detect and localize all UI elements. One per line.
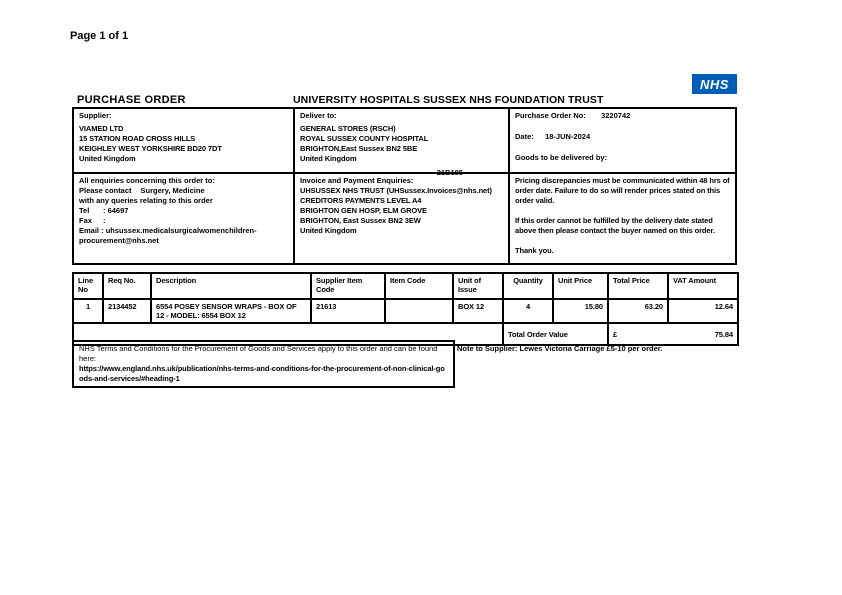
email-label: Email [79, 226, 100, 235]
contact-label: Please contact [79, 186, 132, 195]
col-header-vat-amount: VAT Amount [668, 273, 738, 299]
deliver-to-label: Deliver to: [300, 111, 337, 120]
pricing-discrepancy-paragraph: Pricing discrepancies must be communicated within 48 hrs of order date. Failure to do so will render prices stated on this order valid. [515, 176, 730, 205]
contact-department: Surgery, Medicine [140, 186, 205, 195]
thank-you-text: Thank you. [515, 246, 554, 255]
supplier-address-line-1: 15 STATION ROAD CROSS HILLS [79, 134, 196, 143]
col-header-total-price: Total Price [608, 273, 668, 299]
contact-note: with any queries relating to this order [79, 196, 213, 205]
order-enquiries-box [74, 174, 295, 263]
contact-line [79, 186, 288, 196]
currency-symbol: £ [613, 329, 618, 339]
invoice-enquiries-heading: Invoice and Payment Enquiries: [300, 176, 414, 185]
document-title: PURCHASE ORDER [77, 94, 186, 106]
terms-url: https://www.england.nhs.uk/publication/nhs-terms-and-conditions-for-the-procurement-of-non-clinical-goods-and-services/#heading-1 [79, 364, 445, 383]
email-value: uhsussex.medicalsurgicalwomenchildren-procurement@nhs.net [79, 226, 257, 245]
total-order-value-label: Total Order Value [503, 323, 608, 345]
po-number-line [515, 111, 730, 121]
supplier-label: Supplier: [79, 111, 112, 120]
page-number-label: Page 1 of 1 [70, 30, 129, 42]
trust-name-title: UNIVERSITY HOSPITALS SUSSEX NHS FOUNDATION TRUST [293, 94, 604, 106]
nhs-logo [692, 74, 737, 94]
goods-delivered-by-label: Goods to be delivered by: [515, 153, 608, 162]
supplier-name: VIAMED LTD [79, 124, 124, 133]
cell-unit-of-issue: BOX 12 [453, 299, 503, 323]
supplier-box [74, 109, 295, 172]
col-header-description: Description [151, 273, 311, 299]
invoice-address-line-2: BRIGHTON GEN HOSP, ELM GROVE [300, 206, 427, 215]
delivery-country: United Kingdom [300, 154, 357, 163]
delivery-address-line-2: BRIGHTON,East Sussex BN2 5BE [300, 144, 418, 153]
cell-line-no: 1 [73, 299, 103, 323]
email-line: Email : uhsussex.medicalsurgicalwomenchildren-procurement@nhs.net [79, 226, 257, 245]
invoice-address-line-3: BRIGHTON, East Sussex BN2 3EW [300, 216, 421, 225]
tel-value: 64697 [107, 206, 129, 215]
order-date-line [515, 132, 730, 142]
invoice-enquiries-box [295, 174, 510, 263]
terms-intro-text: NHS Terms and Conditions for the Procurement of Goods and Services apply to this order and can be found here: [79, 344, 438, 363]
total-order-value: 75.84 [714, 329, 733, 339]
address-row [74, 109, 735, 177]
supplier-address-line-2: KEIGHLEY WEST YORKSHIRE BD20 7DT [79, 144, 222, 153]
tel-line: Tel : 64697 [79, 206, 129, 215]
invoice-country: United Kingdom [300, 226, 357, 235]
delivery-site: GENERAL STORES (RSCH) [300, 124, 396, 133]
col-header-unit-of-issue: Unit of Issue [453, 273, 503, 299]
order-details-box [510, 109, 735, 172]
col-header-item-code: Item Code [385, 273, 453, 299]
col-header-supplier-item-code: Supplier Item Code [311, 273, 385, 299]
col-header-unit-price: Unit Price [553, 273, 608, 299]
order-date-label: Date: [515, 132, 534, 141]
unfulfilled-order-paragraph: If this order cannot be fulfilled by the delivery date stated above then please contact the buyer named on this order. [515, 216, 715, 235]
cell-quantity: 4 [503, 299, 553, 323]
total-order-value-cell [608, 323, 738, 345]
order-conditions-box [510, 174, 735, 263]
col-header-req-no: Req No. [103, 273, 151, 299]
invoice-address-line-1: CREDITORS PAYMENTS LEVEL A4 [300, 196, 422, 205]
cell-supplier-item-code: 21613 [311, 299, 385, 323]
cell-vat-amount: 12.64 [668, 299, 738, 323]
cell-item-code [385, 299, 453, 323]
cell-unit-price: 15.80 [553, 299, 608, 323]
note-to-supplier: Note to Supplier: Lewes Victoria Carriage £5-10 per order. [457, 344, 663, 353]
supplier-country: United Kingdom [79, 154, 136, 163]
line-items-table [72, 272, 739, 346]
order-date-value: 18-JUN-2024 [545, 132, 591, 141]
po-number-label: Purchase Order No: [515, 111, 586, 120]
terms-and-conditions-box [72, 340, 455, 388]
delivery-address-line-1: ROYAL SUSSEX COUNTY HOSPITAL [300, 134, 429, 143]
deliver-to-box [295, 109, 510, 177]
po-number-value: 3220742 [601, 111, 631, 120]
enquiries-row [74, 172, 735, 263]
order-info-grid [72, 107, 737, 265]
fax-line: Fax : [79, 216, 106, 225]
tel-label: Tel [79, 206, 90, 215]
table-header-row [73, 273, 738, 299]
cell-total-price: 63.20 [608, 299, 668, 323]
enquiries-heading: All enquiries concerning this order to: [79, 176, 215, 185]
invoice-trust-line: UHSUSSEX NHS TRUST (UHSussex.Invoices@nhs.net) [300, 186, 492, 195]
col-header-quantity: Quantity [503, 273, 553, 299]
nhs-logo-text: NHS [700, 76, 729, 92]
col-header-line-no: Line No [73, 273, 103, 299]
fax-label: Fax [79, 216, 92, 225]
delivery-location-code: 21B185 [436, 168, 463, 177]
cell-description: 6554 POSEY SENSOR WRAPS - BOX OF 12 - MODEL: 6554 BOX 12 [151, 299, 311, 323]
cell-req-no: 2134452 [103, 299, 151, 323]
table-row [73, 299, 738, 323]
